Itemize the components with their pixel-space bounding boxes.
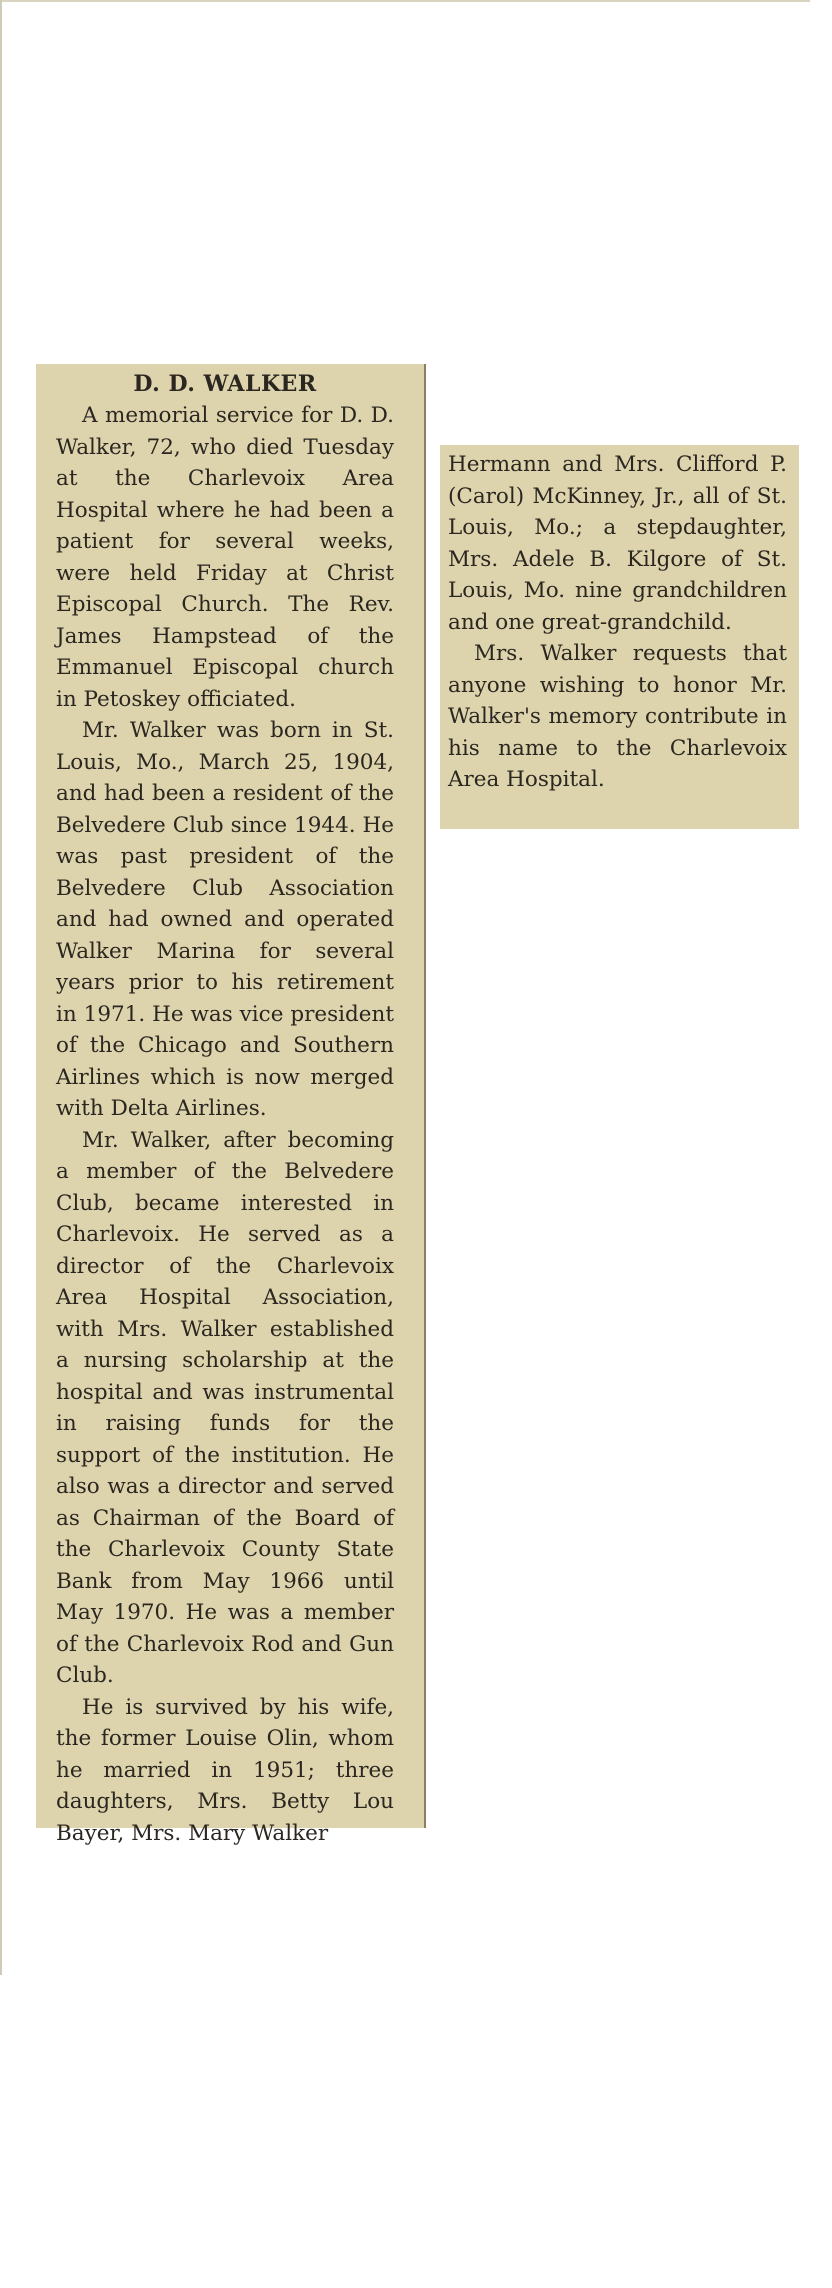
paragraph-survivors-start: He is survived by his wife, the former Louise Olin, whom he married in 1951; three daughters, Mrs. Betty Lou Bayer, Mrs. Mary Walker [56,1694,394,1846]
obituary-clipping-column-2 [440,445,799,829]
paragraph-memorial-service: A memorial service for D. D. Walker, 72, who died Tuesday at the Charlevoix Area Hospital where he had been a patient for several weeks, were held Friday at Christ Episcopal Church. The Rev. James Hampstead of the Emmanuel Episcopal church in Petoskey officiated. [56,403,394,712]
paragraph-community-service: Mr. Walker, after becoming a member of the Belvedere Club, became interested in Charlevoix. He served as a director of the Charlevoix Area Hospital Association, with Mrs. Walker established a nursing scholarship at the hospital and was instrumental in raising funds for the support of the institution. He also was a director and served as Chairman of the Board of the Charlevoix County State Bank from May 1966 until May 1970. He was a member of the Charlevoix Rod and Gun Club. [56,1127,394,1688]
scan-edge-top [0,0,810,2]
paragraph-survivors-continued: Hermann and Mrs. Clifford P. (Carol) McKinney, Jr., all of St. Louis, Mo.; a stepdaughter, Mrs. Adele B. Kilgore of St. Louis, Mo. nine grandchildren and one great-grandchild. [448,452,787,635]
obituary-clipping-column-1 [36,364,426,1846]
obituary-headline: D. D. WALKER [133,371,317,397]
scan-edge-left [0,0,2,1975]
paragraph-memorial-request: Mrs. Walker requests that anyone wishing to honor Mr. Walker's memory contribute in his name to the Charlevoix Area Hospital. [448,641,787,792]
paragraph-biography: Mr. Walker was born in St. Louis, Mo., March 25, 1904, and had been a resident of the Belvedere Club since 1944. He was past president of the Belvedere Club Association and had owned and operated Walker Marina for several years prior to his retirement in 1971. He was vice president of the Chicago and Southern Airlines which is now merged with Delta Airlines. [56,718,394,1121]
